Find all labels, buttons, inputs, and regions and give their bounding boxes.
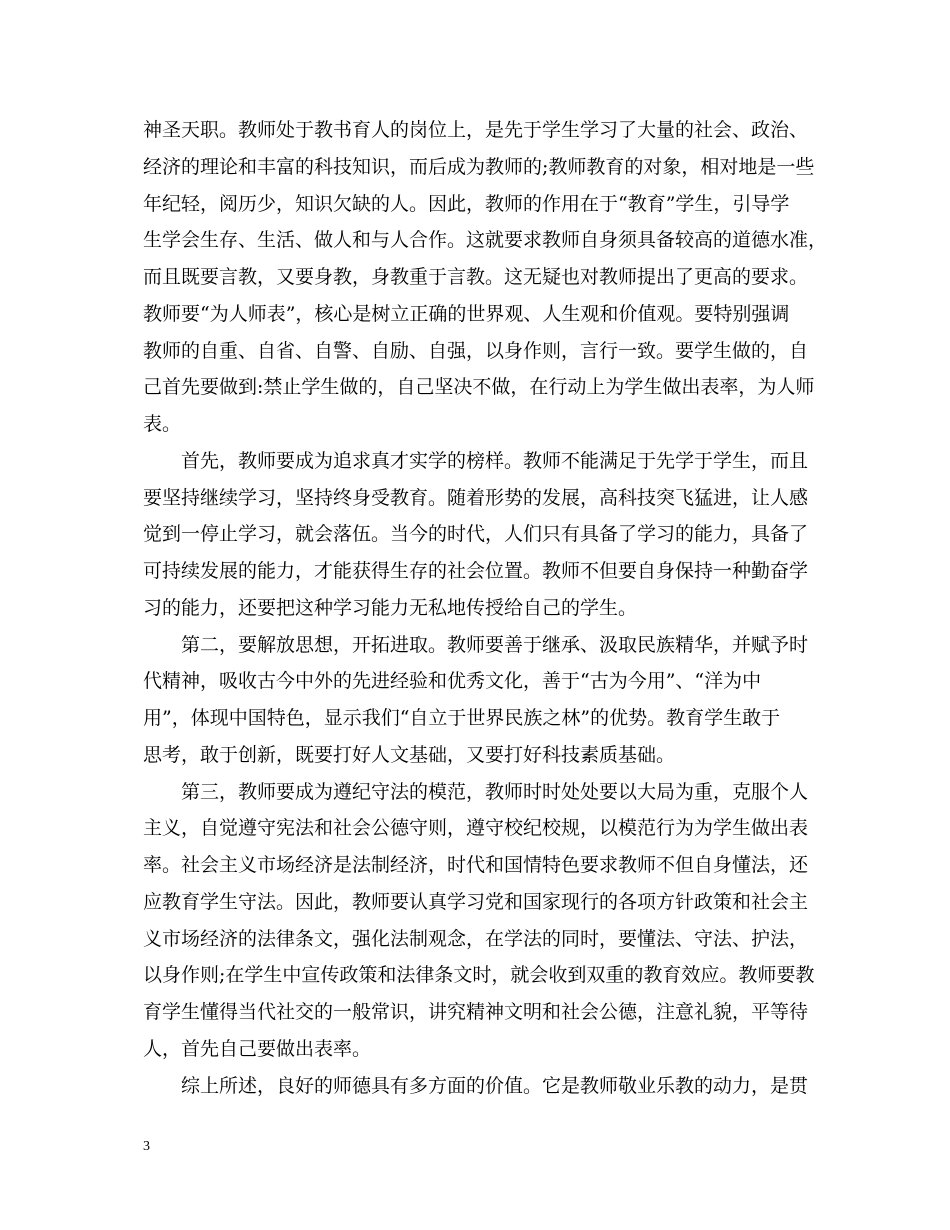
text-line: 率。社会主义市场经济是法制经济，时代和国情特色要求教师不但自身懂法，还: [143, 854, 809, 876]
text-line: 教师的自重、自省、自警、自励、自强，以身作则，言行一致。要学生做的，自: [143, 339, 809, 362]
page-number: 3: [143, 1139, 150, 1154]
paragraph-3: [143, 627, 808, 774]
text-line-indented: 第二，要解放思想，开拓进取。教师要善于继承、汲取民族精华，并赋予时: [181, 633, 809, 656]
text-line: 习的能力，还要把这种学习能力无私地传授给自己的学生。: [143, 596, 638, 619]
text-line-indented: 第三，教师要成为遵纪守法的模范，教师时时处处要以大局为重，克服个人: [181, 780, 809, 803]
text-line: 育学生懂得当代社交的一般常识，讲究精神文明和社会公德，注意礼貌，平等待: [143, 1001, 809, 1023]
text-line: 代精神，吸收古今中外的先进经验和优秀文化，善于“古为今用”、“洋为中: [143, 670, 762, 693]
text-line: 可持续发展的能力，才能获得生存的社会位置。教师不但要自身保持一种勤奋学: [143, 560, 809, 582]
text-line: 神圣天职。教师处于教书育人的岗位上，是先于学生学习了大量的社会、政治、: [143, 119, 809, 141]
text-line: 表。: [143, 413, 182, 435]
text-line: 而且既要言教，又要身教，身教重于言教。这无疑也对教师提出了更高的要求。: [143, 266, 809, 288]
text-line: 生学会生存、生活、做人和与人合作。这就要求教师自身须具备较高的道德水准，: [143, 229, 828, 252]
text-line: 要坚持继续学习，坚持终身受教育。随着形势的发展，高科技突飞猛进，让人感: [143, 486, 809, 509]
text-line: 主义，自觉遵守宪法和社会公德守则，遵守校纪校规，以模范行为为学生做出表: [143, 817, 809, 840]
text-line-indented: 首先，教师要成为追求真才实学的榜样。教师不能满足于先学于学生，而且: [181, 449, 809, 472]
text-line: 经济的理论和丰富的科技知识，而后成为教师的;教师教育的对象，相对地是一些: [143, 155, 815, 178]
text-line: 用”，体现中国特色，显示我们“自立于世界民族之林”的优势。教育学生敢于: [143, 707, 781, 729]
text-line: 觉到一停止学习，就会落伍。当今的时代，人们只有具备了学习的能力，具备了: [143, 523, 809, 546]
text-line: 年纪轻，阅历少，知识欠缺的人。因此，教师的作用在于“教育”学生，引导学: [143, 192, 790, 215]
text-line: 以身作则;在学生中宣传政策和法律条文时，就会收到双重的教育效应。教师要教: [143, 964, 815, 987]
text-line: 人，首先自己要做出表率。: [143, 1037, 372, 1060]
paragraph-5: [143, 1068, 808, 1105]
paragraph-1: [143, 112, 828, 443]
document-body: [143, 112, 828, 1104]
paragraph-2: [143, 443, 808, 627]
text-line: 教师要“为人师表”，核心是树立正确的世界观、人生观和价值观。要特别强调: [143, 302, 790, 325]
text-line: 应教育学生守法。因此，教师要认真学习党和国家现行的各项方针政策和社会主: [143, 890, 809, 913]
text-line-indented: 综上所述，良好的师德具有多方面的价值。它是教师敬业乐教的动力，是贯: [181, 1074, 809, 1097]
text-line: 思考，敢于创新，既要打好人文基础，又要打好科技素质基础。: [143, 743, 676, 766]
text-line: 己首先要做到:禁止学生做的，自己坚决不做，在行动上为学生做出表率，为人师: [143, 376, 815, 399]
text-line: 义市场经济的法律条文，强化法制观念，在学法的同时，要懂法、守法、护法，: [143, 927, 809, 950]
paragraph-4: [143, 774, 815, 1068]
